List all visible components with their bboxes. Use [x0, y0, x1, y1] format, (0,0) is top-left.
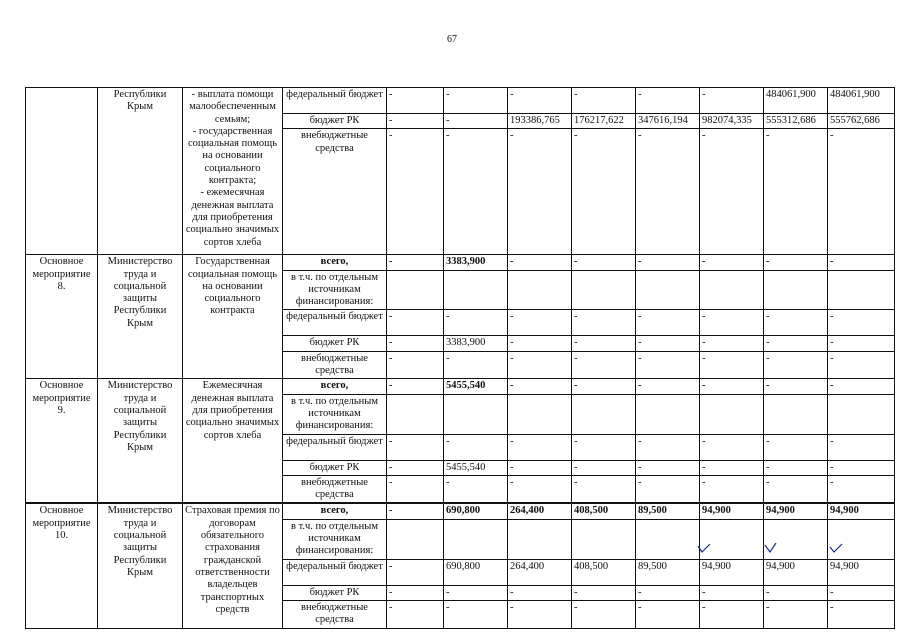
value-cell: -: [508, 129, 572, 255]
source-label-cell: в т.ч. по отдельным источникам финансирования:: [283, 394, 387, 434]
page-number: 67: [447, 34, 457, 45]
value-cell: -: [508, 336, 572, 351]
value-cell: [700, 519, 764, 559]
event-cell: Основное мероприятие 9.: [26, 379, 98, 504]
value-cell: -: [387, 129, 444, 255]
value-cell: -: [387, 114, 444, 129]
executor-cell: Министерство труда и социальной защиты Республики Крым: [98, 503, 183, 628]
source-label-cell: в т.ч. по отдельным источникам финансирования:: [283, 519, 387, 559]
value-cell: -: [764, 310, 828, 336]
value-cell: [764, 519, 828, 559]
value-cell: 94,900: [828, 559, 895, 585]
value-cell: 690,800: [444, 503, 508, 519]
value-cell: -: [444, 585, 508, 600]
value-cell: -: [764, 585, 828, 600]
value-cell: -: [508, 379, 572, 394]
value-cell: -: [828, 351, 895, 379]
value-cell: -: [572, 88, 636, 114]
value-cell: -: [572, 434, 636, 460]
value-cell: -: [508, 600, 572, 628]
value-cell: -: [764, 255, 828, 270]
value-cell: -: [828, 129, 895, 255]
value-cell: [508, 394, 572, 434]
value-cell: -: [387, 559, 444, 585]
value-cell: -: [387, 475, 444, 503]
executor-cell: Республики Крым: [98, 88, 183, 255]
value-cell: -: [508, 585, 572, 600]
table-row: [26, 88, 895, 114]
value-cell: -: [444, 475, 508, 503]
value-cell: 5455,540: [444, 379, 508, 394]
value-cell: -: [828, 600, 895, 628]
value-cell: -: [572, 129, 636, 255]
source-label-cell: внебюджетные средства: [283, 600, 387, 628]
description-cell: Государственная социальная помощь на основании социального контракта: [183, 255, 283, 379]
value-cell: [387, 394, 444, 434]
value-cell: [508, 270, 572, 310]
source-label-cell: внебюджетные средства: [283, 475, 387, 503]
value-cell: -: [572, 585, 636, 600]
value-cell: 264,400: [508, 503, 572, 519]
value-cell: -: [700, 460, 764, 475]
value-cell: 264,400: [508, 559, 572, 585]
value-cell: [764, 394, 828, 434]
value-cell: [508, 519, 572, 559]
value-cell: -: [444, 129, 508, 255]
value-cell: -: [444, 351, 508, 379]
value-cell: 3383,900: [444, 336, 508, 351]
value-cell: [828, 394, 895, 434]
value-cell: -: [387, 600, 444, 628]
source-label-cell: бюджет РК: [283, 460, 387, 475]
value-cell: -: [764, 600, 828, 628]
value-cell: -: [636, 460, 700, 475]
value-cell: -: [387, 310, 444, 336]
value-cell: [387, 519, 444, 559]
table-row: [26, 503, 895, 519]
value-cell: -: [572, 255, 636, 270]
value-cell: 94,900: [764, 503, 828, 519]
value-cell: -: [764, 460, 828, 475]
source-label-cell: всего,: [283, 255, 387, 270]
value-cell: 408,500: [572, 503, 636, 519]
value-cell: -: [828, 336, 895, 351]
value-cell: -: [700, 129, 764, 255]
value-cell: -: [572, 336, 636, 351]
source-label-cell: бюджет РК: [283, 336, 387, 351]
source-label-cell: федеральный бюджет: [283, 88, 387, 114]
value-cell: -: [444, 114, 508, 129]
value-cell: -: [387, 351, 444, 379]
value-cell: -: [387, 379, 444, 394]
value-cell: -: [764, 351, 828, 379]
value-cell: 176217,622: [572, 114, 636, 129]
description-cell: - выплата помощи малообеспеченным семьям; - государственная социальная помощь на основании социального контракта; - ежемесячная денежная выплата для приобретения социально значимых сортов хлеба: [183, 88, 283, 255]
value-cell: [444, 394, 508, 434]
source-label-cell: федеральный бюджет: [283, 434, 387, 460]
source-label-cell: внебюджетные средства: [283, 351, 387, 379]
value-cell: [636, 519, 700, 559]
value-cell: -: [387, 255, 444, 270]
value-cell: -: [444, 434, 508, 460]
value-cell: -: [764, 336, 828, 351]
value-cell: -: [387, 434, 444, 460]
description-cell: Ежемесячная денежная выплата для приобретения социально значимых сортов хлеба: [183, 379, 283, 504]
source-label-cell: федеральный бюджет: [283, 310, 387, 336]
value-cell: -: [636, 434, 700, 460]
table-row: [26, 255, 895, 270]
value-cell: -: [387, 585, 444, 600]
value-cell: 484061,900: [764, 88, 828, 114]
value-cell: -: [700, 600, 764, 628]
value-cell: -: [636, 475, 700, 503]
value-cell: -: [508, 460, 572, 475]
value-cell: -: [636, 88, 700, 114]
value-cell: -: [508, 255, 572, 270]
value-cell: 982074,335: [700, 114, 764, 129]
value-cell: -: [572, 460, 636, 475]
executor-cell: Министерство труда и социальной защиты Республики Крым: [98, 379, 183, 504]
value-cell: 89,500: [636, 503, 700, 519]
value-cell: [700, 394, 764, 434]
value-cell: 3383,900: [444, 255, 508, 270]
value-cell: -: [700, 434, 764, 460]
value-cell: -: [387, 503, 444, 519]
source-label-cell: бюджет РК: [283, 114, 387, 129]
value-cell: -: [636, 255, 700, 270]
value-cell: 555762,686: [828, 114, 895, 129]
value-cell: 94,900: [700, 503, 764, 519]
value-cell: -: [572, 351, 636, 379]
value-cell: 94,900: [764, 559, 828, 585]
source-label-cell: внебюджетные средства: [283, 129, 387, 255]
event-cell: Основное мероприятие 10.: [26, 503, 98, 628]
value-cell: -: [764, 379, 828, 394]
value-cell: [764, 270, 828, 310]
value-cell: -: [636, 336, 700, 351]
value-cell: 408,500: [572, 559, 636, 585]
value-cell: -: [828, 585, 895, 600]
value-cell: [636, 270, 700, 310]
value-cell: [636, 394, 700, 434]
value-cell: 193386,765: [508, 114, 572, 129]
value-cell: -: [508, 351, 572, 379]
value-cell: 5455,540: [444, 460, 508, 475]
source-label-cell: федеральный бюджет: [283, 559, 387, 585]
value-cell: [444, 270, 508, 310]
value-cell: -: [508, 475, 572, 503]
value-cell: -: [636, 129, 700, 255]
value-cell: -: [572, 475, 636, 503]
source-label-cell: в т.ч. по отдельным источникам финансирования:: [283, 270, 387, 310]
value-cell: 94,900: [828, 503, 895, 519]
value-cell: [387, 270, 444, 310]
value-cell: -: [700, 379, 764, 394]
value-cell: -: [828, 379, 895, 394]
value-cell: -: [700, 351, 764, 379]
value-cell: 94,900: [700, 559, 764, 585]
value-cell: [572, 394, 636, 434]
value-cell: -: [700, 310, 764, 336]
value-cell: -: [444, 310, 508, 336]
value-cell: -: [508, 310, 572, 336]
event-cell: [26, 88, 98, 255]
value-cell: -: [828, 434, 895, 460]
value-cell: -: [764, 129, 828, 255]
value-cell: -: [572, 600, 636, 628]
value-cell: -: [508, 88, 572, 114]
value-cell: -: [764, 434, 828, 460]
table-row: [26, 379, 895, 394]
value-cell: -: [700, 585, 764, 600]
value-cell: -: [444, 600, 508, 628]
value-cell: [700, 270, 764, 310]
event-cell: Основное мероприятие 8.: [26, 255, 98, 379]
value-cell: [572, 270, 636, 310]
value-cell: -: [636, 310, 700, 336]
value-cell: -: [572, 379, 636, 394]
source-label-cell: бюджет РК: [283, 585, 387, 600]
value-cell: -: [700, 475, 764, 503]
value-cell: 347616,194: [636, 114, 700, 129]
value-cell: -: [828, 460, 895, 475]
value-cell: -: [387, 460, 444, 475]
value-cell: 555312,686: [764, 114, 828, 129]
value-cell: -: [700, 336, 764, 351]
check-mark-icon: [829, 543, 843, 553]
value-cell: [828, 270, 895, 310]
value-cell: [828, 519, 895, 559]
value-cell: 690,800: [444, 559, 508, 585]
value-cell: -: [828, 475, 895, 503]
value-cell: -: [700, 255, 764, 270]
source-label-cell: всего,: [283, 379, 387, 394]
value-cell: [444, 519, 508, 559]
check-mark-icon: [764, 543, 778, 553]
check-mark-icon: [697, 543, 711, 553]
value-cell: -: [828, 310, 895, 336]
description-cell: Страховая премия по договорам обязательного страхования гражданской ответственности владельцев транспортных средств: [183, 503, 283, 628]
source-label-cell: всего,: [283, 503, 387, 519]
value-cell: -: [700, 88, 764, 114]
value-cell: -: [636, 379, 700, 394]
value-cell: -: [764, 475, 828, 503]
executor-cell: Министерство труда и социальной защиты Республики Крым: [98, 255, 183, 379]
value-cell: -: [444, 88, 508, 114]
value-cell: 89,500: [636, 559, 700, 585]
value-cell: [572, 519, 636, 559]
value-cell: -: [636, 600, 700, 628]
value-cell: -: [636, 585, 700, 600]
value-cell: -: [387, 88, 444, 114]
value-cell: 484061,900: [828, 88, 895, 114]
value-cell: -: [572, 310, 636, 336]
value-cell: -: [387, 336, 444, 351]
value-cell: -: [508, 434, 572, 460]
value-cell: -: [636, 351, 700, 379]
value-cell: -: [828, 255, 895, 270]
